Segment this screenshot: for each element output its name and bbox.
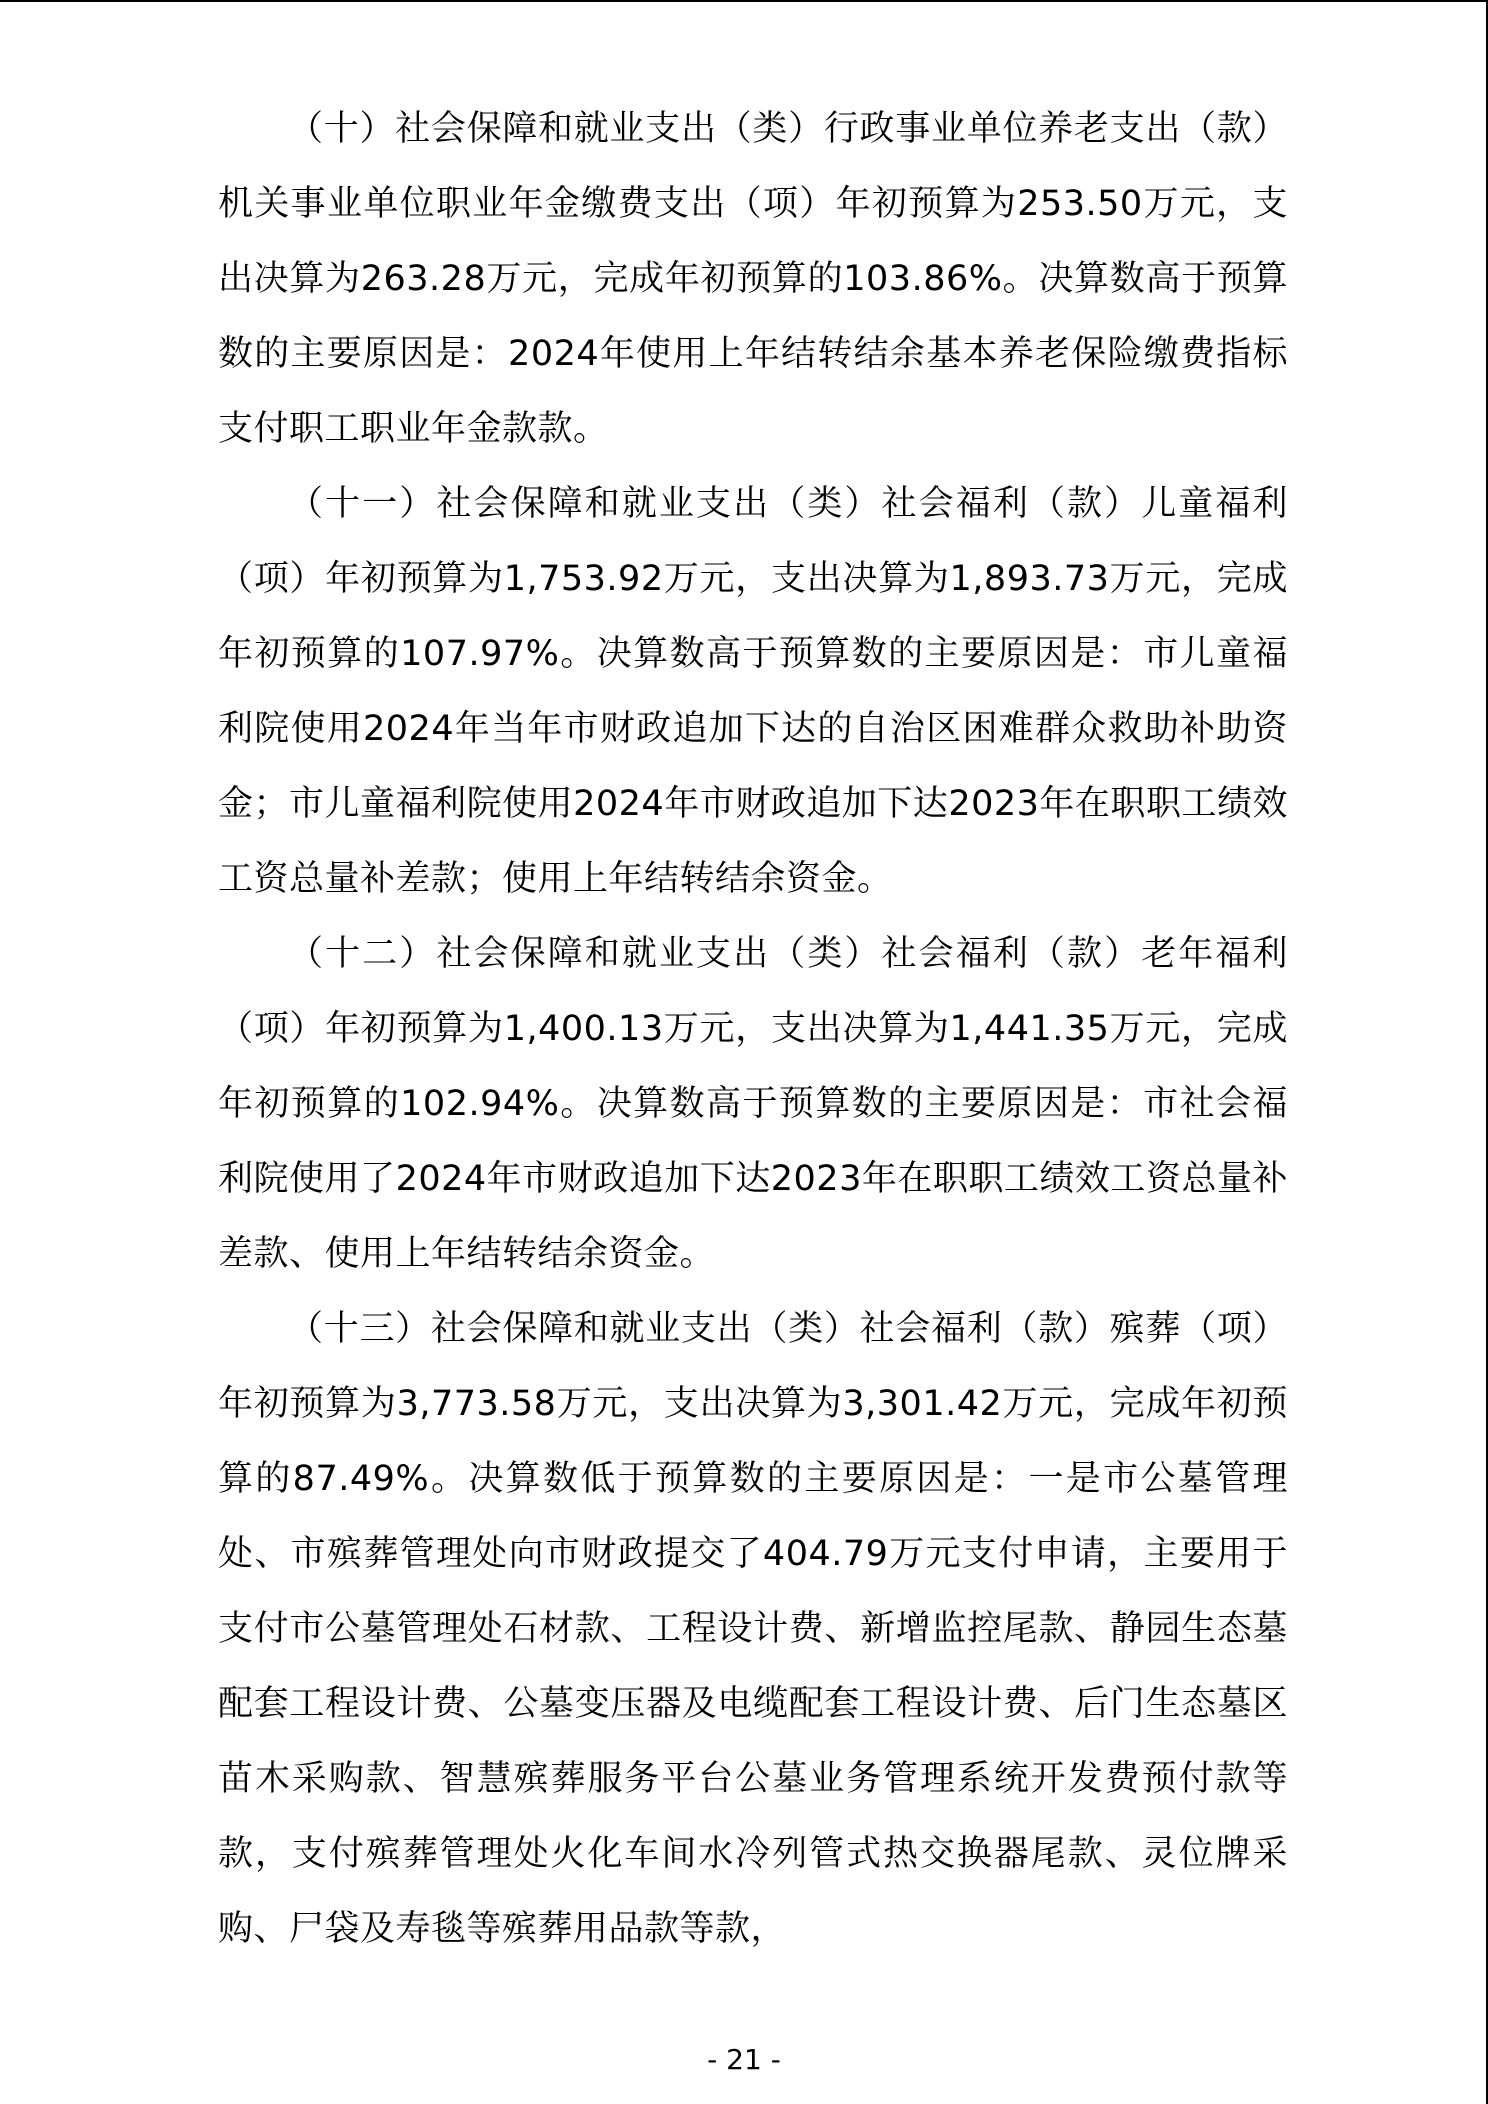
paragraph-10: （十）社会保障和就业支出（类）行政事业单位养老支出（款）机关事业单位职业年金缴费支出（项）年初预算为253.50万元，支出决算为263.28万元，完成年初预算的103.86%。决算数高于预算数的主要原因是：2024年使用上年结转结余基本养老保险缴费指标支付职工职业年金款款。 [218, 109, 1288, 449]
page-number: - 21 - [707, 2043, 781, 2076]
document-body [218, 92, 1288, 1967]
paragraph-13: （十三）社会保障和就业支出（类）社会福利（款）殡葬（项）年初预算为3,773.58万元，支出决算为3,301.42万元，完成年初预算的87.49%。决算数低于预算数的主要原因是：一是市公墓管理处、市殡葬管理处向市财政提交了404.79万元支付申请，主要用于支付市公墓管理处石材款、工程设计费、新增监控尾款、静园生态墓配套工程设计费、公墓变压器及电缆配套工程设计费、后门生态墓区苗木采购款、智慧殡葬服务平台公墓业务管理系统开发费预付款等款，支付殡葬管理处火化车间水冷列管式热交换器尾款、灵位牌采购、尸袋及寿毯等殡葬用品款等款， [218, 1309, 1288, 1949]
top-border-line [0, 0, 1488, 2]
paragraph-11: （十一）社会保障和就业支出（类）社会福利（款）儿童福利（项）年初预算为1,753.92万元，支出决算为1,893.73万元，完成年初预算的107.97%。决算数高于预算数的主要原因是：市儿童福利院使用2024年当年市财政追加下达的自治区困难群众救助补助资金；市儿童福利院使用2024年市财政追加下达2023年在职职工绩效工资总量补差款；使用上年结转结余资金。 [218, 484, 1288, 899]
paragraph-12: （十二）社会保障和就业支出（类）社会福利（款）老年福利（项）年初预算为1,400.13万元，支出决算为1,441.35万元，完成年初预算的102.94%。决算数高于预算数的主要原因是：市社会福利院使用了2024年市财政追加下达2023年在职职工绩效工资总量补差款、使用上年结转结余资金。 [218, 934, 1288, 1274]
